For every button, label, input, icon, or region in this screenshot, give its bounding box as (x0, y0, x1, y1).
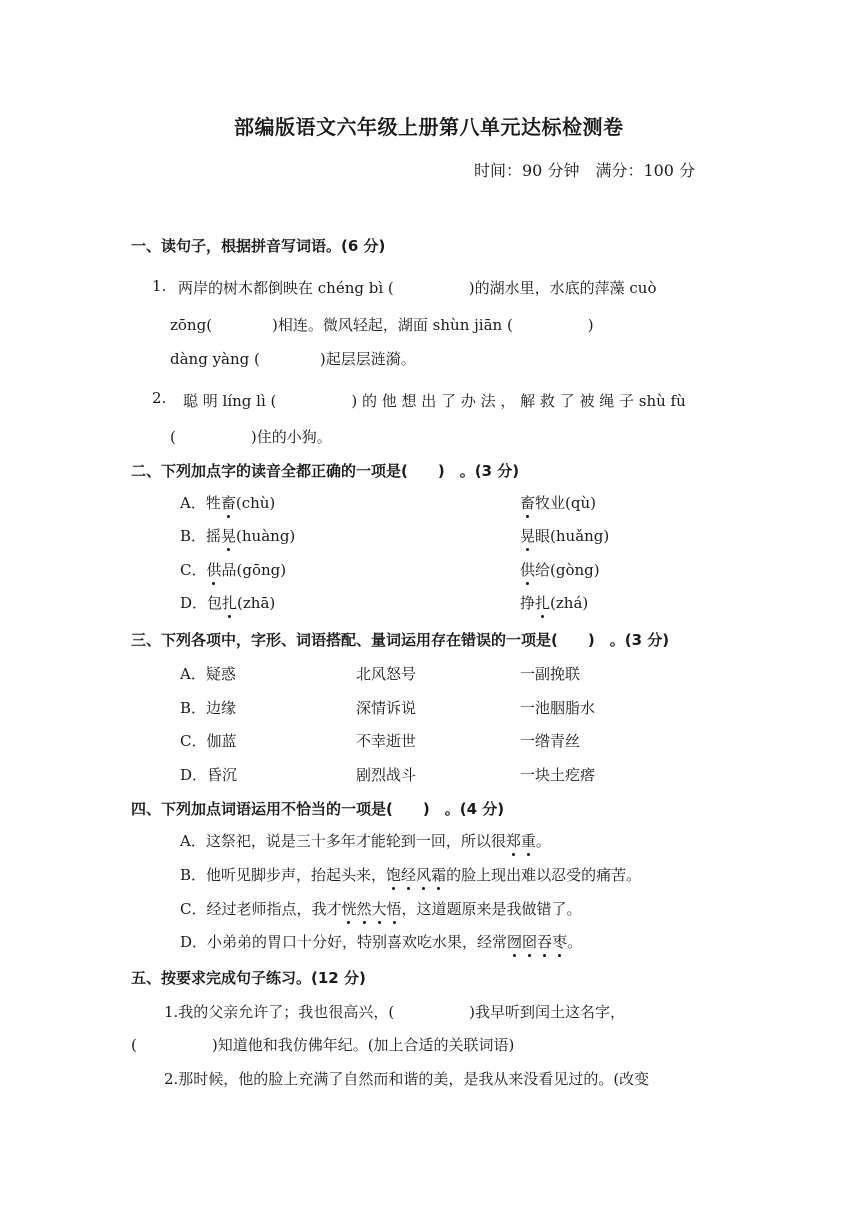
section-2-heading: 二、下列加点字的读音全都正确的一项是( ) 。(3 分) (131, 462, 520, 480)
s2-option-a-left: A．牲畜(chù) (180, 494, 276, 512)
emphasis-dot-char: 畜 (220, 494, 236, 512)
exam-meta: 时间：90 分钟 满分：100 分 (474, 161, 696, 180)
s2-option-d-right: 挣扎(zhá) (520, 594, 589, 612)
emphasis-dot-char: 恍 (341, 900, 357, 918)
s3-row-a-col-2: 北风怒号 (356, 665, 417, 683)
s2-option-b-right: 晃眼(huǎng) (520, 527, 610, 545)
s3-row-c-col-2: 不幸逝世 (356, 732, 417, 750)
emphasis-dot-char: 然 (356, 900, 372, 918)
s3-row-d-col-2: 剧烈战斗 (356, 766, 417, 784)
s1-q2-number: 2. (152, 389, 167, 407)
emphasis-dot-char: 供 (206, 561, 222, 579)
emphasis-dot-char: 晃 (520, 527, 536, 545)
emphasis-dot-char: 枣 (552, 933, 568, 951)
s1-q1-line-1: 两岸的树木都倒映在 chéng bì ( )的湖水里，水底的萍藻 cuò (178, 279, 657, 297)
s1-q1-number: 1. (152, 277, 167, 295)
s2-option-a-right: 畜牧业(qù) (520, 494, 596, 512)
s3-row-a-col-1: A．疑惑 (180, 665, 236, 683)
section-5-heading: 五、按要求完成句子练习。(12 分) (131, 969, 366, 987)
s4-option-a: A．这祭祀，说是三十多年才能轮到一回，所以很郑重。 (180, 832, 551, 850)
emphasis-dot-char: 经 (401, 866, 417, 884)
emphasis-dot-char: 风 (416, 866, 432, 884)
emphasis-dot-char: 囵 (522, 933, 538, 951)
emphasis-dot-char: 畜 (520, 494, 536, 512)
section-4-heading: 四、下列加点词语运用不恰当的一项是( ) 。(4 分) (131, 800, 505, 818)
emphasis-dot-char: 扎 (222, 594, 238, 612)
s3-row-c-col-1: C．伽蓝 (180, 732, 237, 750)
s3-row-d-col-1: D．昏沉 (180, 766, 238, 784)
emphasis-dot-char: 扎 (535, 594, 551, 612)
s2-option-c-left: C．供品(gōng) (180, 561, 287, 579)
section-1-heading: 一、读句子，根据拼音写词语。(6 分) (131, 237, 386, 255)
s3-row-b-col-3: 一池胭脂水 (520, 699, 596, 717)
emphasis-dot-char: 囫 (507, 933, 523, 951)
emphasis-dot-char: 郑 (505, 832, 521, 850)
section-3-heading: 三、下列各项中，字形、词语搭配、量词运用存在错误的一项是( ) 。(3 分) (131, 631, 670, 649)
s1-q2-line-1: 聪 明 líng lì ( ) 的 他 想 出 了 办 法 ， 解 救 了 被 绳 子 shù fù (183, 392, 686, 410)
s1-q1-line-2: zōng( )相连。微风轻起，湖面 shùn jiān ( ) (170, 316, 594, 334)
s4-option-c: C．经过老师指点，我才恍然大悟，这道题原来是我做错了。 (180, 900, 582, 918)
s5-q1-line-1: 1.我的父亲允许了；我也很高兴，( )我早听到闰土这名字， (164, 1003, 626, 1021)
s2-option-b-left: B．摇晃(huàng) (180, 527, 296, 545)
emphasis-dot-word (507, 933, 567, 951)
emphasis-dot-char: 饱 (386, 866, 402, 884)
emphasis-dot-word (506, 832, 536, 850)
page-title: 部编版语文六年级上册第八单元达标检测卷 (234, 115, 624, 139)
s2-option-d-left: D．包扎(zhā) (180, 594, 276, 612)
emphasis-dot-char: 悟 (386, 900, 402, 918)
s3-row-d-col-3: 一块土疙瘩 (520, 766, 596, 784)
s4-option-d: D．小弟弟的胃口十分好，特别喜欢吃水果，经常囫囵吞枣。 (180, 933, 583, 951)
emphasis-dot-char: 大 (371, 900, 387, 918)
s3-row-c-col-3: 一绺青丝 (520, 732, 581, 750)
s1-q2-line-2: ( )住的小狗。 (170, 428, 332, 446)
emphasis-dot-word (341, 900, 401, 918)
s3-row-b-col-2: 深情诉说 (356, 699, 417, 717)
emphasis-dot-char: 晃 (221, 527, 237, 545)
emphasis-dot-char: 重 (520, 832, 536, 850)
s5-q2-line-1: 2.那时候，他的脸上充满了自然而和谐的美，是我从来没看见过的。(改变 (164, 1070, 650, 1088)
emphasis-dot-word (386, 866, 446, 884)
emphasis-dot-char: 供 (520, 561, 536, 579)
s4-option-b: B．他听见脚步声，抬起头来，饱经风霜的脸上现出难以忍受的痛苦。 (180, 866, 642, 884)
emphasis-dot-char: 霜 (431, 866, 447, 884)
s5-q1-line-2: ( )知道他和我仿佛年纪。(加上合适的关联词语) (131, 1036, 515, 1054)
emphasis-dot-char: 吞 (537, 933, 553, 951)
s1-q1-line-3: dàng yàng ( )起层层涟漪。 (170, 350, 416, 368)
s3-row-b-col-1: B．边缘 (180, 699, 237, 717)
s3-row-a-col-3: 一副挽联 (520, 665, 581, 683)
s2-option-c-right: 供给(gòng) (520, 561, 600, 579)
